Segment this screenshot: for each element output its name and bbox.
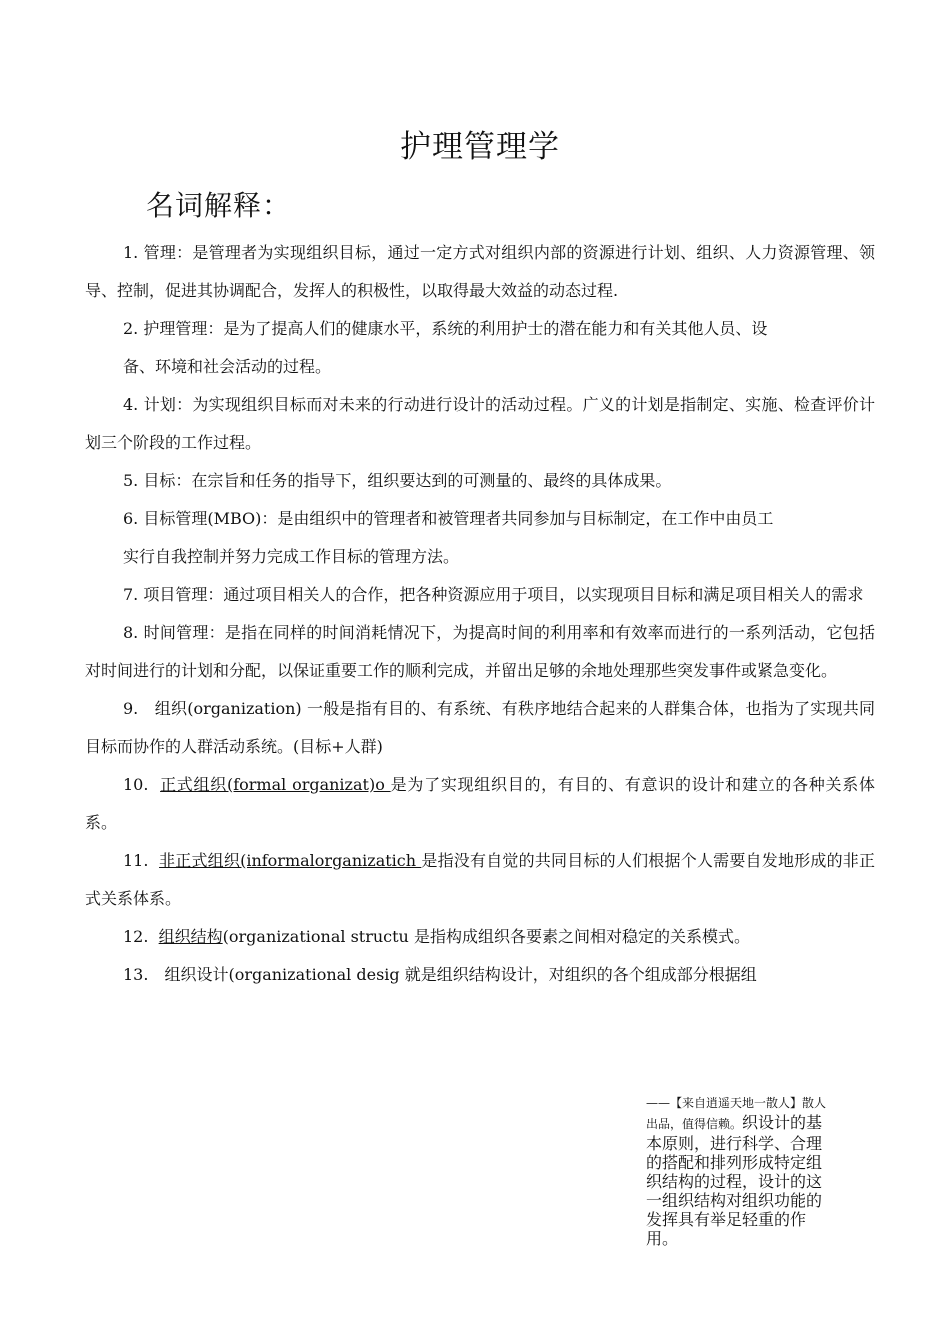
entry-nursing-management-line2: 备、环境和社会活动的过程。: [123, 357, 332, 376]
underlined-term: 非正式组织(informalorganizatich: [159, 851, 422, 870]
entry-definition: (organizational structu 是指构成组织各要素之间相对稳定的关系模式。: [222, 927, 750, 946]
entry-definition: 是指没有自觉的共同目标的人们根据个人需要自发地形成的非正式关系体系。: [85, 851, 875, 908]
entry-goal: 5. 目标：在宗旨和任务的指导下，组织要达到的可测量的、最终的具体成果。: [123, 471, 672, 490]
entry-plan: 4. 计划：为实现组织目标而对未来的行动进行设计的活动过程。广义的计划是指制定、实施、检查评价计划三个阶段的工作过程。: [85, 395, 875, 452]
entry-mbo-line1: 6. 目标管理(MBO)：是由组织中的管理者和被管理者共同参加与目标制定，在工作中由员工: [123, 509, 774, 528]
underlined-term: 组织结构: [158, 927, 223, 946]
entry-number: 12.: [123, 927, 149, 946]
entry-definition: 是为了实现组织目的，有目的、有意识的设计和建立的各种关系体系。: [85, 775, 875, 832]
entry-informal-organization: [85, 842, 875, 918]
entry-nursing-management-line1: 2. 护理管理：是为了提高人们的健康水平，系统的利用护士的潜在能力和有关其他人员、设: [123, 319, 768, 338]
entry-organizational-structure: [85, 918, 875, 956]
entry-time-management: 8. 时间管理：是指在同样的时间消耗情况下，为提高时间的利用率和有效率而进行的一系列活动，它包括对时间进行的计划和分配，以保证重要工作的顺利完成，并留出足够的余地处理那些突发事件或紧急变化。: [85, 623, 875, 680]
entry-number: 10.: [123, 775, 149, 794]
entries: [85, 234, 875, 994]
page-title: 护理管理学: [400, 129, 560, 165]
entry-number: 11.: [123, 851, 149, 870]
side-note-source: ——【来自逍遥天地一散人】散人出品，值得信赖。: [646, 1096, 827, 1131]
entry-organizational-design: 13. 组织设计(organizational desig 就是组织结构设计，对组织的各个组成部分根据组: [123, 965, 757, 984]
side-note-text: 织设计的基本原则，进行科学、合理的搭配和排列形成特定组织结构的过程，设计的这一组织结构对组织功能的发挥具有举足轻重的作用。: [646, 1113, 823, 1248]
section-heading: 名词解释：: [146, 189, 292, 222]
entry-formal-organization: [85, 766, 875, 842]
side-note: [646, 1092, 834, 1248]
entry-organization: 9. 组织(organization) 一般是指有目的、有系统、有秩序地结合起来的人群集合体，也指为了实现共同目标而协作的人群活动系统。(目标+人群): [85, 699, 875, 756]
entry-project-management: 7. 项目管理：通过项目相关人的合作，把各种资源应用于项目，以实现项目目标和满足项目相关人的需求: [123, 585, 864, 604]
entry-mbo-line2: 实行自我控制并努力完成工作目标的管理方法。: [123, 547, 460, 566]
entry-management: 1. 管理：是管理者为实现组织目标，通过一定方式对组织内部的资源进行计划、组织、人力资源管理、领导、控制，促进其协调配合，发挥人的积极性，以取得最大效益的动态过程.: [85, 243, 875, 300]
underlined-term: 正式组织(formal organizat)o: [160, 775, 391, 794]
